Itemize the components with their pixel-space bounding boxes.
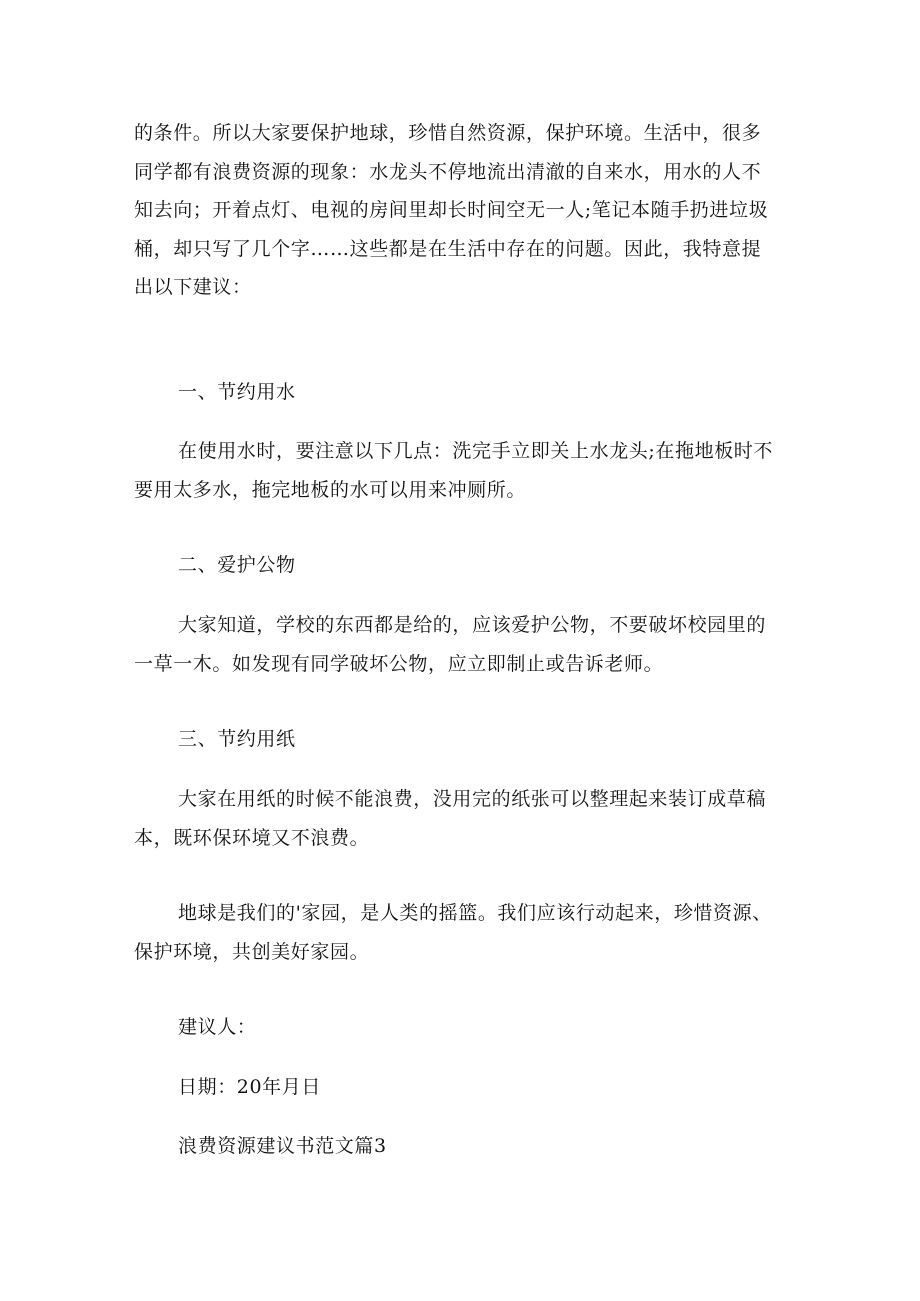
intro-line: 出以下建议： (134, 276, 252, 298)
body-line: 要用太多水，拖完地板的水可以用来冲厕所。 (134, 478, 527, 501)
body-line: 地球是我们的'家园，是人类的摇篮。我们应该行动起来，珍惜资源、 (178, 902, 772, 924)
section-heading-water: 一、节约用水 (178, 381, 296, 403)
section-body-property (134, 606, 790, 683)
body-line: 保护环境，共创美好家园。 (134, 940, 370, 963)
signature-line: 建议人： (178, 1016, 257, 1038)
intro-paragraph (134, 114, 790, 307)
intro-line: 桶，却只写了几个字……这些都是在生活中存在的问题。因此，我特意提 (134, 237, 762, 260)
section-body-water (134, 432, 790, 509)
intro-line: 知去向；开着点灯、电视的房间里却长时间空无一人;笔记本随手扔进垃圾 (134, 199, 769, 221)
body-line: 本，既环保环境又不浪费。 (134, 826, 370, 849)
intro-line: 的条件。所以大家要保护地球，珍惜自然资源，保护环境。生活中，很多 (134, 122, 762, 144)
body-line: 大家在用纸的时候不能浪费，没用完的纸张可以整理起来装订成草稿 (178, 788, 767, 810)
section-body-paper (134, 780, 790, 857)
section-heading-paper: 三、节约用纸 (178, 728, 296, 750)
body-line: 一草一木。如发现有同学破坏公物，应立即制止或告诉老师。 (134, 652, 664, 675)
date-line: 日期：20年月日 (178, 1076, 321, 1098)
body-line: 大家知道，学校的东西都是给的，应该爱护公物，不要破坏校园里的 (178, 614, 767, 636)
intro-line: 同学都有浪费资源的现象：水龙头不停地流出清澈的自来水，用水的人不 (134, 160, 762, 183)
conclusion-paragraph (134, 894, 790, 971)
section-heading-property: 二、爱护公物 (178, 554, 296, 576)
body-line: 在使用水时，要注意以下几点：洗完手立即关上水龙头;在拖地板时不 (178, 440, 774, 462)
next-section-title: 浪费资源建议书范文篇3 (178, 1135, 387, 1157)
